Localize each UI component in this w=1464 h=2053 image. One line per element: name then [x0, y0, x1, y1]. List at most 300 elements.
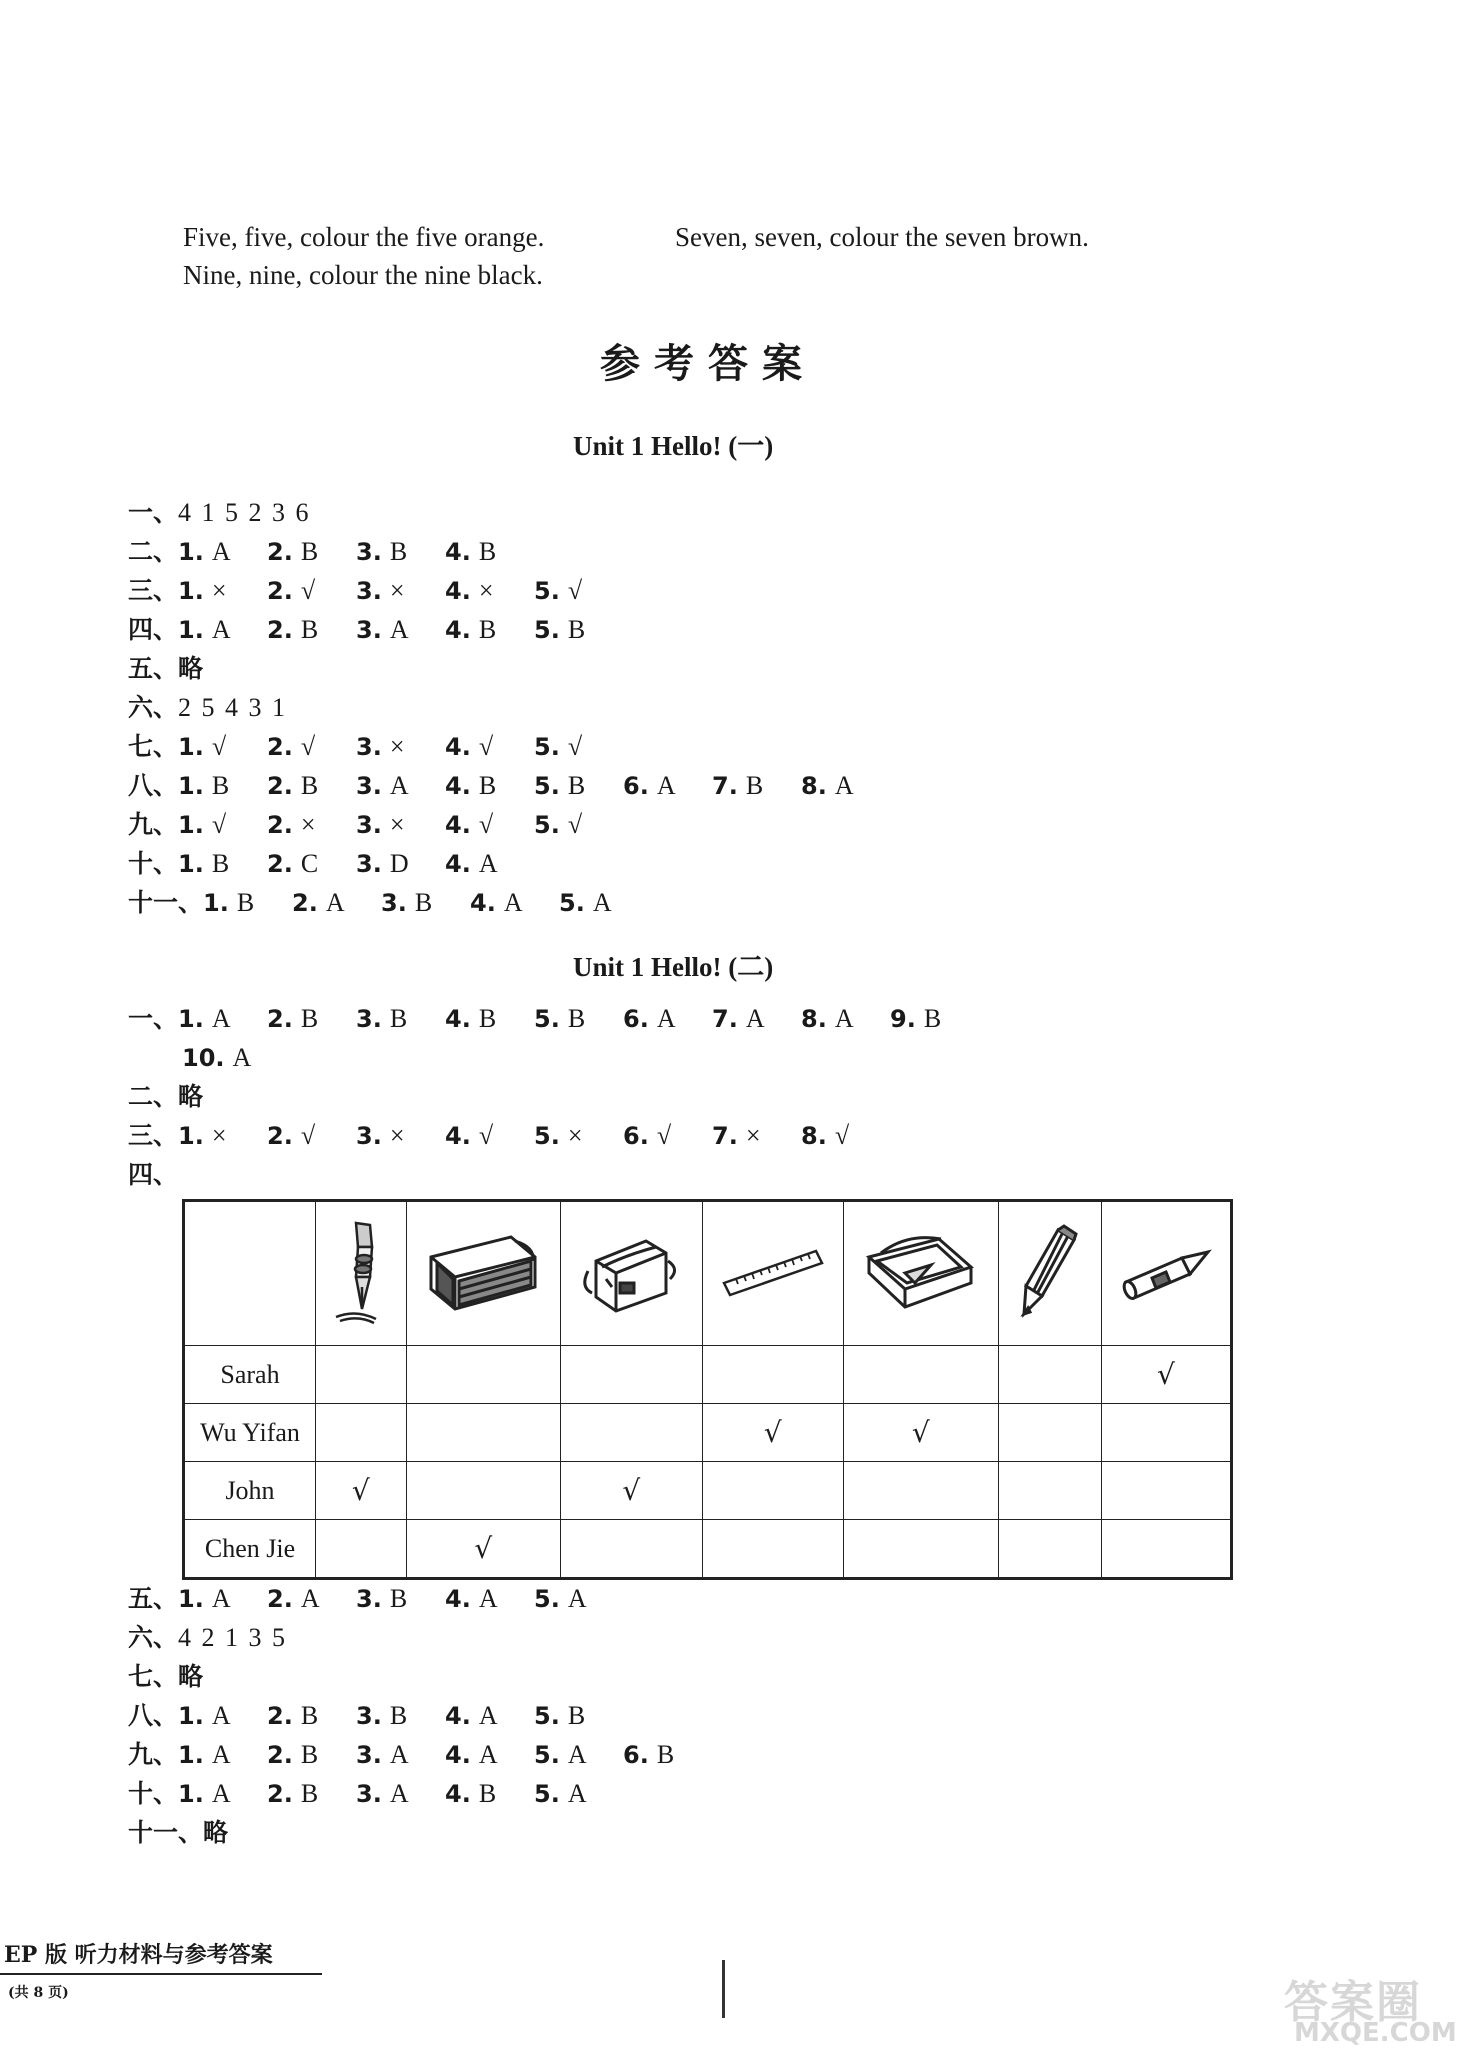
question-number: 三、 [128, 576, 179, 605]
answer-item [801, 1117, 849, 1155]
item-number: 3. [356, 1741, 382, 1769]
item-number: 4. [445, 811, 471, 839]
answer-item [445, 572, 534, 610]
item-answer: √ [478, 732, 494, 761]
item-number: 1. [178, 772, 204, 800]
answer-item [534, 767, 623, 805]
crayon-icon [1101, 1201, 1231, 1346]
item-answer: D [389, 849, 409, 878]
item-answer: A [211, 1584, 231, 1613]
item-answer: B [300, 615, 319, 644]
item-answer: × [211, 576, 227, 605]
check-mark [998, 1462, 1101, 1520]
item-answer: × [567, 1121, 583, 1150]
answer-item [534, 1775, 587, 1813]
item-answer: × [389, 732, 405, 761]
item-answer: B [300, 1740, 319, 1769]
answer-line [128, 1814, 674, 1853]
answer-item [534, 611, 585, 649]
item-number: 5. [534, 1702, 560, 1730]
answer-item [267, 845, 356, 883]
check-mark [316, 1404, 407, 1462]
item-number: 2. [267, 1741, 293, 1769]
answer-item [267, 767, 356, 805]
answer-line [128, 650, 854, 689]
item-number: 3. [356, 1585, 382, 1613]
binding-mark [722, 1960, 725, 2018]
item-answer: A [389, 1779, 409, 1808]
item-number: 5. [534, 1122, 560, 1150]
answer-line [128, 1775, 674, 1814]
item-number: 5. [534, 577, 560, 605]
item-number: 3. [356, 577, 382, 605]
check-mark [560, 1346, 702, 1404]
item-answer: √ [656, 1121, 672, 1150]
item-answer: B [300, 1004, 319, 1033]
answer-item [267, 1697, 356, 1735]
answer-item [623, 1736, 674, 1774]
answer-item [623, 1000, 712, 1038]
answer-item [623, 767, 712, 805]
answer-line [128, 1580, 674, 1619]
item-number: 3. [381, 889, 407, 917]
answer-line [128, 494, 854, 533]
answer-item [623, 1117, 712, 1155]
answer-item [890, 1000, 941, 1038]
item-answer: A [567, 1779, 587, 1808]
item-number: 4. [445, 538, 471, 566]
answer-line [128, 767, 854, 806]
schoolbag-icon [560, 1201, 702, 1346]
answer-item [534, 728, 582, 766]
item-answer: A [211, 1740, 231, 1769]
answer-omitted: 略 [178, 1662, 204, 1691]
answer-omitted: 略 [178, 654, 204, 683]
item-answer: B [478, 615, 497, 644]
answer-item [356, 1000, 445, 1038]
answer-item [267, 572, 356, 610]
item-number: 4. [445, 616, 471, 644]
item-number: 4. [445, 1005, 471, 1033]
watermark-site: MXQE.COM [1294, 2018, 1457, 2048]
question-number: 二、 [128, 1082, 179, 1111]
item-answer: A [211, 1779, 231, 1808]
answer-line [128, 806, 854, 845]
answer-item [178, 845, 267, 883]
item-number: 3. [356, 772, 382, 800]
answer-item [267, 1580, 356, 1618]
item-number: 3. [356, 733, 382, 761]
item-number: 2. [267, 772, 293, 800]
answer-item [356, 533, 445, 571]
item-number: 5. [534, 1585, 560, 1613]
item-number: 2. [267, 538, 293, 566]
answer-item [267, 1000, 356, 1038]
answer-item [534, 1117, 623, 1155]
answer-line [128, 728, 854, 767]
item-answer: A [211, 1701, 231, 1730]
item-answer: √ [211, 810, 227, 839]
check-mark [406, 1346, 560, 1404]
answer-item [445, 767, 534, 805]
answer-item [178, 1736, 267, 1774]
item-answer: × [389, 1121, 405, 1150]
item-number: 5. [534, 1005, 560, 1033]
answer-line [128, 1619, 674, 1658]
answer-sequence: 4 1 5 2 3 6 [178, 498, 311, 527]
answer-item [559, 884, 612, 922]
check-mark: √ [702, 1404, 844, 1462]
item-answer: A [389, 771, 409, 800]
item-answer: A [567, 1740, 587, 1769]
item-number: 4. [445, 1741, 471, 1769]
item-answer: C [300, 849, 319, 878]
item-number: 3. [356, 1702, 382, 1730]
answer-item [178, 1580, 267, 1618]
item-number: 2. [267, 733, 293, 761]
answer-line [128, 1000, 941, 1039]
item-answer: A [656, 771, 676, 800]
answer-item [356, 1117, 445, 1155]
item-answer: A [300, 1584, 320, 1613]
table-picture-row [184, 1201, 1232, 1346]
answer-item [470, 884, 559, 922]
answer-line [128, 1117, 941, 1156]
item-number: 3. [356, 1005, 382, 1033]
item-number: 2. [267, 850, 293, 878]
intro-line-1-right: Seven, seven, colour the seven brown. [675, 222, 1089, 252]
item-answer: A [325, 888, 345, 917]
answer-item [178, 1117, 267, 1155]
item-answer: B [236, 888, 255, 917]
item-number: 3. [356, 1780, 382, 1808]
item-answer: × [389, 810, 405, 839]
question-number: 十、 [128, 1779, 179, 1808]
item-number: 5. [534, 811, 560, 839]
item-answer: B [478, 1004, 497, 1033]
answer-line [128, 689, 854, 728]
item-number: 2. [267, 1585, 293, 1613]
question-number: 十一、 [128, 1818, 204, 1847]
footer-pages: (共 8 页) [8, 1985, 69, 2001]
answer-item [534, 1580, 587, 1618]
student-name: Chen Jie [184, 1520, 316, 1579]
answer-item [356, 728, 445, 766]
item-answer: A [389, 615, 409, 644]
check-mark [316, 1346, 407, 1404]
answer-item [445, 1117, 534, 1155]
item-answer: A [389, 1740, 409, 1769]
item-answer: A [211, 1004, 231, 1033]
check-mark: √ [844, 1404, 998, 1462]
question-number: 三、 [128, 1121, 179, 1150]
answer-item [178, 1697, 267, 1735]
item-answer: B [389, 1701, 408, 1730]
answer-item [178, 728, 267, 766]
answer-item [801, 1000, 890, 1038]
check-mark [702, 1346, 844, 1404]
answer-line [128, 1039, 941, 1078]
item-number: 5. [534, 772, 560, 800]
item-number: 2. [267, 1005, 293, 1033]
answer-table [182, 1199, 1233, 1580]
item-number: 4. [445, 1702, 471, 1730]
answer-line [128, 884, 854, 923]
answer-item [445, 1736, 534, 1774]
item-answer: A [478, 1701, 498, 1730]
item-number: 2. [267, 811, 293, 839]
item-answer: B [478, 771, 497, 800]
item-answer: √ [300, 732, 316, 761]
section-2-answers-continued [128, 1580, 674, 1853]
answer-item [445, 845, 498, 883]
check-mark [1101, 1462, 1231, 1520]
item-number: 3. [356, 616, 382, 644]
answer-item [712, 767, 801, 805]
item-answer: B [300, 1779, 319, 1808]
item-number: 8. [801, 1005, 827, 1033]
answer-line [128, 1078, 941, 1117]
answer-item [801, 767, 854, 805]
item-number: 1. [178, 538, 204, 566]
answer-line [128, 533, 854, 572]
item-number: 4. [445, 733, 471, 761]
answer-item [534, 1736, 623, 1774]
item-number: 8. [801, 772, 827, 800]
item-number: 4. [445, 850, 471, 878]
section-1-answers [128, 494, 854, 923]
footer-label: EP 版 听力材料与参考答案 [4, 1942, 273, 1968]
check-mark: √ [316, 1462, 407, 1520]
item-answer: B [656, 1740, 675, 1769]
section-1-heading: Unit 1 Hello! (一) [573, 431, 774, 461]
item-number: 3. [356, 811, 382, 839]
answer-item [178, 1775, 267, 1813]
answer-line [128, 1156, 941, 1195]
item-answer: √ [567, 732, 583, 761]
item-answer: B [300, 537, 319, 566]
table-row [184, 1404, 1232, 1462]
item-answer: A [211, 537, 231, 566]
check-mark: √ [560, 1462, 702, 1520]
item-answer: A [745, 1004, 765, 1033]
item-answer: B [478, 537, 497, 566]
footer [0, 1938, 322, 1975]
section-2-answers [128, 1000, 941, 1195]
item-answer: A [478, 849, 498, 878]
answer-item [445, 806, 534, 844]
answer-item [381, 884, 470, 922]
check-mark [560, 1520, 702, 1579]
answer-item [534, 806, 582, 844]
item-answer: A [834, 1004, 854, 1033]
item-answer: √ [300, 576, 316, 605]
item-number: 1. [178, 1122, 204, 1150]
answer-item [356, 1697, 445, 1735]
item-answer: B [211, 771, 230, 800]
ruler-icon [702, 1201, 844, 1346]
answer-item [356, 845, 445, 883]
answer-line [128, 611, 854, 650]
item-answer: B [567, 1004, 586, 1033]
item-number: 10. [182, 1044, 225, 1072]
item-answer: B [567, 1701, 586, 1730]
pencil-box-icon [844, 1201, 998, 1346]
item-number: 6. [623, 772, 649, 800]
answer-item [356, 572, 445, 610]
pencil-case-icon [406, 1201, 560, 1346]
question-number: 八、 [128, 771, 179, 800]
question-number: 五、 [128, 1584, 179, 1613]
item-number: 4. [445, 1780, 471, 1808]
page-title: 参考答案 [600, 340, 816, 387]
item-answer: A [592, 888, 612, 917]
item-answer: B [745, 771, 764, 800]
answer-omitted: 略 [178, 1082, 204, 1111]
question-number: 一、 [128, 1004, 179, 1033]
answer-item [445, 1580, 534, 1618]
answer-item [356, 1775, 445, 1813]
item-answer: A [834, 771, 854, 800]
item-answer: A [478, 1740, 498, 1769]
item-number: 7. [712, 1005, 738, 1033]
item-answer: A [503, 888, 523, 917]
item-answer: √ [478, 810, 494, 839]
check-mark [844, 1462, 998, 1520]
answer-item [445, 533, 496, 571]
item-number: 8. [801, 1122, 827, 1150]
student-name: Wu Yifan [184, 1404, 316, 1462]
answer-item [267, 806, 356, 844]
item-answer: × [478, 576, 494, 605]
item-number: 5. [534, 733, 560, 761]
item-answer: B [414, 888, 433, 917]
item-answer: B [478, 1779, 497, 1808]
answer-line [128, 1736, 674, 1775]
answer-item [267, 533, 356, 571]
item-number: 2. [267, 1780, 293, 1808]
question-number: 十、 [128, 849, 179, 878]
item-answer: B [300, 771, 319, 800]
answer-item [445, 1697, 534, 1735]
item-number: 1. [178, 1585, 204, 1613]
question-number: 四、 [128, 615, 179, 644]
student-name: John [184, 1462, 316, 1520]
fountain-pen-icon [316, 1201, 407, 1346]
item-answer: × [211, 1121, 227, 1150]
answer-item [182, 1039, 251, 1077]
answer-item [356, 806, 445, 844]
answer-item [178, 1000, 267, 1038]
answer-item [712, 1117, 801, 1155]
item-number: 5. [559, 889, 585, 917]
check-mark [316, 1520, 407, 1579]
section-2-heading: Unit 1 Hello! (二) [573, 952, 774, 982]
item-answer: B [567, 615, 586, 644]
answer-line [128, 1658, 674, 1697]
item-number: 6. [623, 1741, 649, 1769]
question-number: 五、 [128, 654, 179, 683]
answer-item [534, 1697, 585, 1735]
student-name: Sarah [184, 1346, 316, 1404]
item-number: 2. [267, 1122, 293, 1150]
answer-item [178, 572, 267, 610]
check-mark [560, 1404, 702, 1462]
answer-item [267, 1736, 356, 1774]
item-number: 1. [178, 1005, 204, 1033]
check-mark [406, 1462, 560, 1520]
check-mark: √ [406, 1520, 560, 1579]
item-number: 1. [178, 616, 204, 644]
question-number: 四、 [128, 1160, 179, 1189]
pencil-icon [998, 1201, 1101, 1346]
check-mark [844, 1346, 998, 1404]
item-number: 1. [178, 1780, 204, 1808]
table-row [184, 1346, 1232, 1404]
item-answer: √ [478, 1121, 494, 1150]
item-number: 1. [178, 1702, 204, 1730]
table-row [184, 1462, 1232, 1520]
item-number: 5. [534, 616, 560, 644]
item-answer: √ [834, 1121, 850, 1150]
check-mark [844, 1520, 998, 1579]
answer-item [445, 728, 534, 766]
answer-line [128, 572, 854, 611]
item-number: 9. [890, 1005, 916, 1033]
question-number: 六、 [128, 693, 179, 722]
item-answer: B [211, 849, 230, 878]
question-number: 六、 [128, 1623, 179, 1652]
item-answer: √ [300, 1121, 316, 1150]
item-number: 5. [534, 1780, 560, 1808]
item-answer: A [211, 615, 231, 644]
item-answer: A [232, 1043, 252, 1072]
answer-item [267, 1117, 356, 1155]
answer-item [203, 884, 292, 922]
answer-item [292, 884, 381, 922]
answer-sequence: 4 2 1 3 5 [178, 1623, 288, 1652]
answer-item [267, 1775, 356, 1813]
item-answer: B [389, 1004, 408, 1033]
item-number: 3. [356, 850, 382, 878]
check-mark: √ [1101, 1346, 1231, 1404]
answer-item [534, 572, 582, 610]
question-number: 九、 [128, 1740, 179, 1769]
item-answer: B [389, 1584, 408, 1613]
item-number: 4. [445, 577, 471, 605]
item-number: 6. [623, 1122, 649, 1150]
question-number: 二、 [128, 537, 179, 566]
item-number: 1. [178, 733, 204, 761]
item-answer: × [389, 576, 405, 605]
check-mark [702, 1520, 844, 1579]
answer-item [534, 1000, 623, 1038]
intro-line-1-left: Five, five, colour the five orange. [183, 222, 545, 252]
item-answer: A [478, 1584, 498, 1613]
item-answer: B [300, 1701, 319, 1730]
answer-item [356, 1736, 445, 1774]
question-number: 七、 [128, 1662, 179, 1691]
item-number: 3. [356, 1122, 382, 1150]
check-mark [406, 1404, 560, 1462]
item-number: 4. [470, 889, 496, 917]
item-answer: A [567, 1584, 587, 1613]
answer-item [356, 767, 445, 805]
item-number: 2. [267, 577, 293, 605]
check-mark [1101, 1520, 1231, 1579]
watermark-logo: 答案圈 [1284, 1977, 1422, 2028]
check-mark [998, 1346, 1101, 1404]
